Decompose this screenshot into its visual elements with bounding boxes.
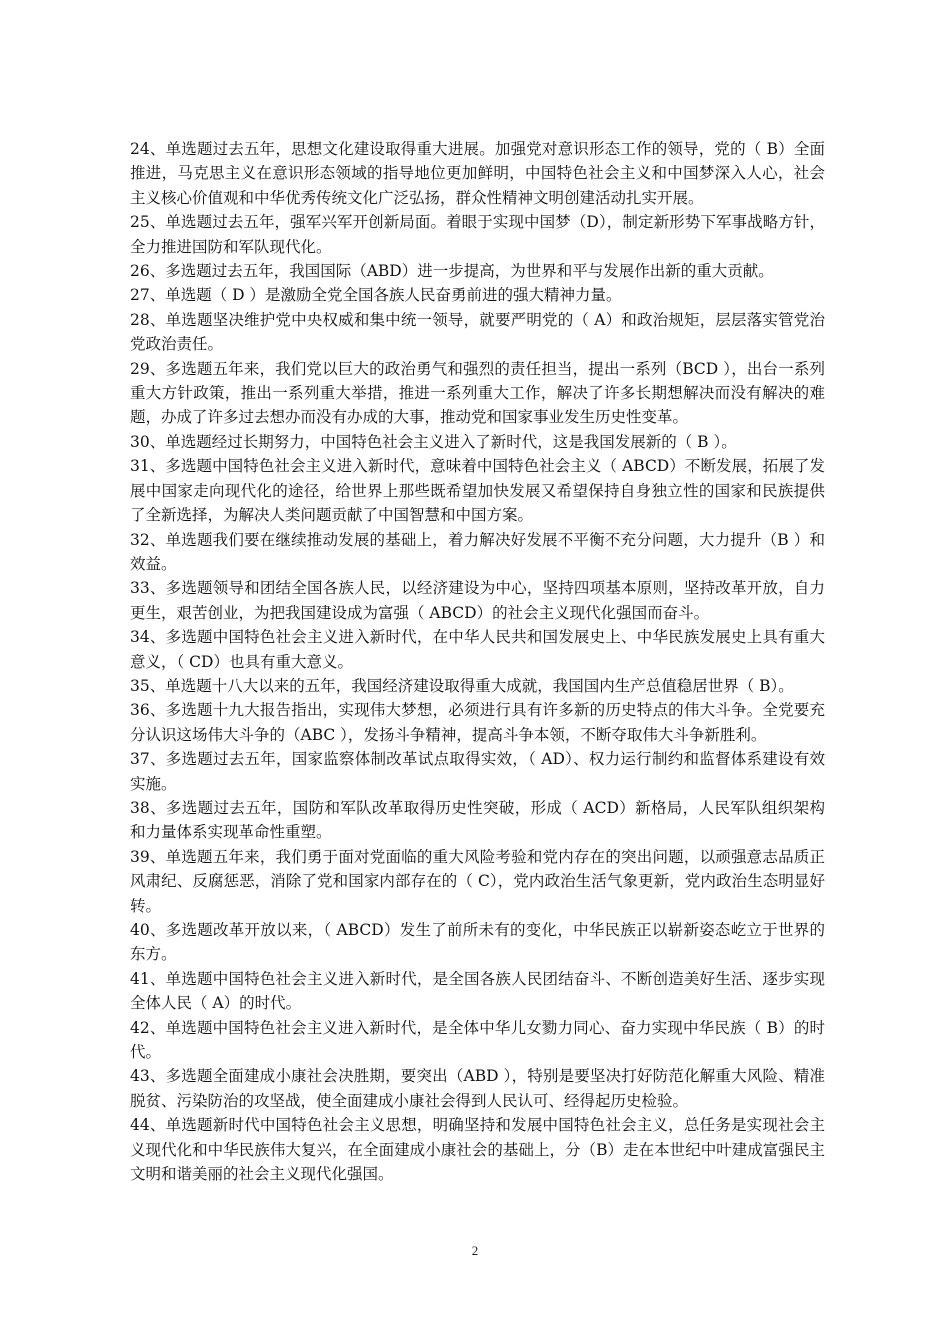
question-item: 40、多选题改革开放以来，（ ABCD）发生了前所未有的变化，中华民族正以崭新姿态屹立于世界的东方。 <box>130 921 825 964</box>
question-item: 27、单选题（ D ）是激励全党全国各族人民奋勇前进的强大精神力量。 <box>130 286 622 305</box>
page-number: 2 <box>471 1243 479 1258</box>
question-item: 24、单选题过去五年，思想文化建设取得重大进展。加强党对意识形态工作的领导，党的（ B）全面推进，马克思主义在意识形态领域的指导地位更加鲜明，中国特色社会主义和中国梦深入人心，社会主义核心价值观和中华优秀传统文化广泛弘扬，群众性精神文明创建活动扎实开展。 <box>130 140 825 207</box>
question-item: 28、单选题坚决维护党中央权威和集中统一领导，就要严明党的（ A）和政治规矩，层层落实管党治党政治责任。 <box>130 310 825 354</box>
question-item: 30、单选题经过长期努力，中国特色社会主义进入了新时代，这是我国发展新的（ B ）。 <box>130 432 737 451</box>
question-item: 44、单选题新时代中国特色社会主义思想，明确坚持和发展中国特色社会主义，总任务是实现社会主义现代化和中华民族伟大复兴，在全面建成小康社会的基础上，分（B）走在本世纪中叶建成富强民主文明和谐美丽的社会主义现代化强国。 <box>130 1116 825 1184</box>
question-item: 43、多选题全面建成小康社会决胜期，要突出（ABD ），特别是要坚决打好防范化解重大风险、精准脱贫、污染防治的攻坚战，使全面建成小康社会得到人民认可、经得起历史检验。 <box>130 1067 825 1110</box>
question-item: 33、多选题领导和团结全国各族人民，以经济建设为中心，坚持四项基本原则，坚持改革开放，自力更生，艰苦创业，为把我国建设成为富强（ ABCD）的社会主义现代化强国而奋斗。 <box>130 579 825 622</box>
question-item: 41、单选题中国特色社会主义进入新时代，是全国各族人民团结奋斗、不断创造美好生活、逐步实现全体人民（ A）的时代。 <box>130 969 825 1013</box>
question-list <box>130 137 825 1186</box>
question-item: 25、单选题过去五年，强军兴军开创新局面。着眼于实现中国梦（D），制定新形势下军事战略方针，全力推进国防和军队现代化。 <box>130 213 825 256</box>
question-item: 35、单选题十八大以来的五年，我国经济建设取得重大成就，我国国内生产总值稳居世界（ B）。 <box>130 676 794 695</box>
question-item: 38、多选题过去五年，国防和军队改革取得历史性突破，形成（ ACD）新格局，人民军队组织架构和力量体系实现革命性重塑。 <box>130 798 825 842</box>
question-item: 26、多选题过去五年，我国国际（ABD）进一步提高，为世界和平与发展作出新的重大贡献。 <box>130 262 774 281</box>
question-item: 31、多选题中国特色社会主义进入新时代，意味着中国特色社会主义（ ABCD）不断发展，拓展了发展中国家走向现代化的途径，给世界上那些既希望加快发展又希望保持自身独立性的国家和民族提供了全新选择，为解决人类问题贡献了中国智慧和中国方案。 <box>130 457 825 525</box>
question-item: 36、多选题十九大报告指出，实现伟大梦想，必须进行具有许多新的历史特点的伟大斗争。全党要充分认识这场伟大斗争的（ABC ），发扬斗争精神，提高斗争本领，不断夺取伟大斗争新胜利。 <box>130 701 825 744</box>
question-item: 32、单选题我们要在继续推动发展的基础上，着力解决好发展不平衡不充分问题，大力提升（B ）和效益。 <box>130 530 825 573</box>
question-item: 39、单选题五年来，我们勇于面对党面临的重大风险考验和党内存在的突出问题，以顽强意志品质正风肃纪、反腐惩恶，消除了党和国家内部存在的（ C），党内政治生活气象更新，党内政治生态明显好转。 <box>130 847 825 915</box>
question-item: 37、多选题过去五年，国家监察体制改革试点取得实效，（ AD）、权力运行制约和监督体系建设有效实施。 <box>130 750 825 793</box>
question-item: 34、多选题中国特色社会主义进入新时代，在中华人民共和国发展史上、中华民族发展史上具有重大意义，（ CD）也具有重大意义。 <box>130 628 825 671</box>
question-item: 42、单选题中国特色社会主义进入新时代，是全体中华儿女勠力同心、奋力实现中华民族（ B）的时代。 <box>130 1018 825 1062</box>
question-item: 29、多选题五年来，我们党以巨大的政治勇气和强烈的责任担当，提出一系列（BCD ），出台一系列重大方针政策，推出一系列重大举措，推进一系列重大工作，解决了许多长期想解决而没有解决的难题，办成了许多过去想办而没有办成的大事，推动党和国家事业发生历史性变革。 <box>130 359 825 427</box>
